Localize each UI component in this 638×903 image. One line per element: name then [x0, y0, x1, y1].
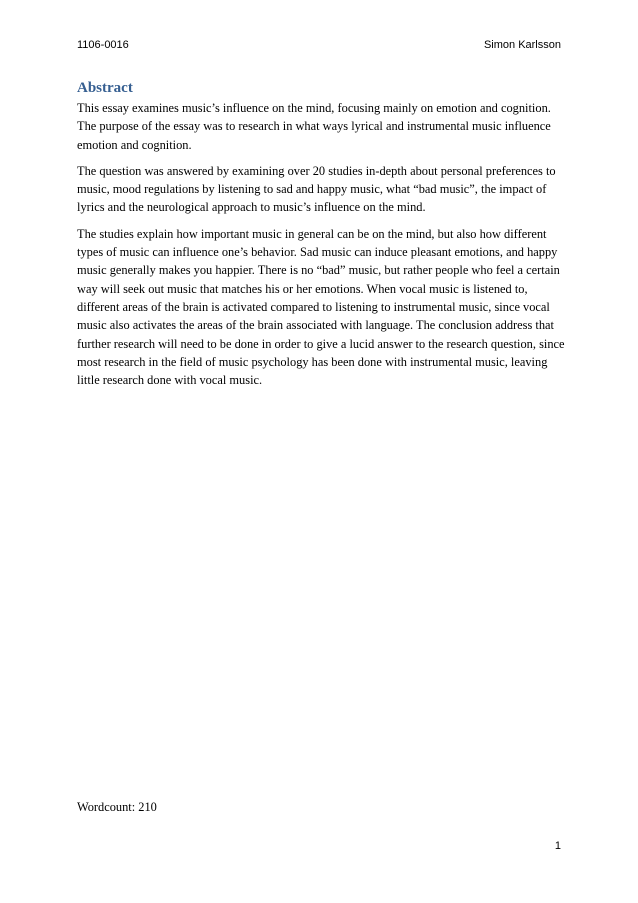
wordcount: Wordcount: 210: [77, 800, 157, 814]
abstract-paragraph-3: The studies explain how important music in general can be on the mind, but also how different types of music can influence one’s behavior. Sad music can induce pleasant emotions, and happy music generally makes you happier. There is no “bad” music, but rather people who feel a certain way will seek out music that matches his or her emotions. When vocal music is listened to, different areas of the brain is activated compared to listening to instrumental music, since vocal music also activates the areas of the brain associated with language. The conclusion address that further research will need to be done in order to give a lucid answer to the research question, since most research in the field of music psychology has been done with instrumental music, leaving little research done with vocal music.: [77, 226, 565, 388]
page-number: 1: [554, 840, 561, 852]
abstract-section: [77, 78, 567, 397]
abstract-heading: Abstract: [77, 80, 133, 96]
abstract-paragraph-1: This essay examines music’s influence on the mind, focusing mainly on emotion and cognition. The purpose of the essay was to research in what ways lyrical and instrumental music influence emotion and cognition.: [77, 101, 551, 152]
abstract-paragraph-2: The question was answered by examining over 20 studies in-depth about personal preferences to music, mood regulations by listening to sad and happy music, what “bad music”, the impact of lyrics and the neurological approach to music’s influence on the mind.: [77, 163, 556, 215]
header-doc-id: 1106-0016: [77, 39, 129, 51]
header-author: Simon Karlsson: [483, 39, 561, 51]
